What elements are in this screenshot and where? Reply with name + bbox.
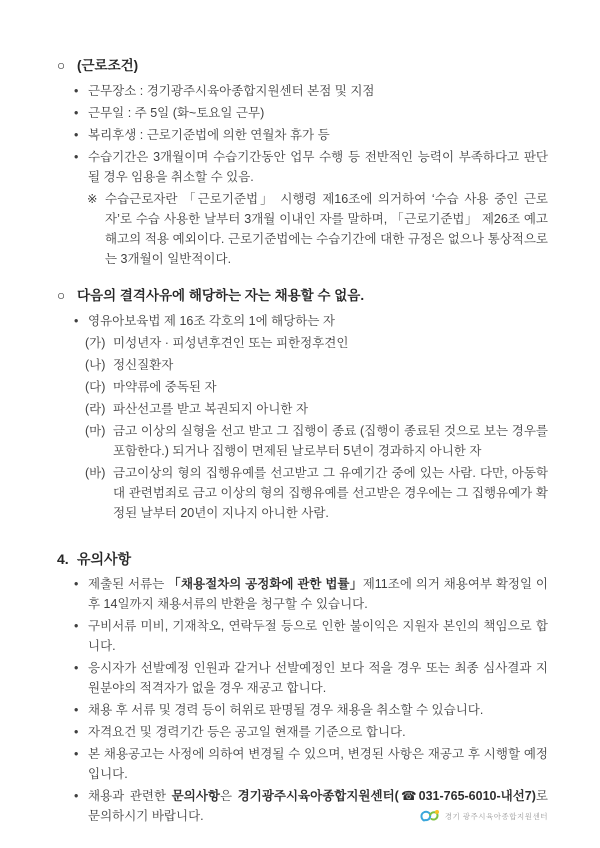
- list-item-text: 영유아보육법 제 16조 각호의 1에 해당하는 자: [88, 314, 335, 328]
- list-item-text: 복리후생 : 근로기준법에 의한 연월차 휴가 등: [88, 128, 330, 142]
- bullet-marker: (나): [85, 358, 106, 372]
- list-item-text: 마약류에 중독된 자: [113, 380, 217, 394]
- bullet-marker: •: [74, 661, 79, 675]
- list-item-text: 미성년자 · 피성년후견인 또는 피한정후견인: [113, 336, 349, 350]
- bullet-marker: (마): [85, 424, 106, 438]
- list-item-text: 정신질환자: [113, 358, 174, 372]
- section: [57, 549, 548, 826]
- list-item: [57, 658, 548, 698]
- list-item-text: 응시자가 선발예정 인원과 같거나 선발예정인 보다 적을 경우 또는 최종 심사결과 지원분야의 적격자가 없을 경우 재공고 합니다.: [88, 661, 548, 695]
- list-item-text: 근무일 : 주 5일 (화~토요일 근무): [88, 106, 265, 120]
- bullet-marker: •: [74, 789, 79, 803]
- section-title: 유의사항: [77, 551, 132, 567]
- list-item: [57, 700, 548, 720]
- section-marker: ○: [57, 288, 66, 303]
- section-heading: [57, 56, 548, 76]
- list-item: [57, 147, 548, 187]
- bullet-marker: •: [74, 314, 79, 328]
- center-logo-icon: [419, 809, 441, 824]
- bullet-marker: •: [74, 577, 79, 591]
- bullet-marker: ※: [87, 192, 98, 206]
- list-item-text: 금고이상의 형의 집행유예를 선고받고 그 유예기간 중에 있는 사람. 다만, 아동학대 관련범죄로 금고 이상의 형의 집행유예를 선고받은 경우에는 그 집행유예가 확정된 날부터 20년이 지나지 아니한 사람.: [113, 466, 548, 520]
- bullet-marker: •: [74, 128, 79, 142]
- list-item: [57, 463, 548, 523]
- list-item: [57, 722, 548, 742]
- list-item: [57, 81, 548, 101]
- document-body: [57, 56, 548, 826]
- list-item-text: 금고 이상의 실형을 선고 받고 그 집행이 종료 (집행이 종료된 것으로 보는 경우를 포함한다.) 되거나 집행이 면제된 날로부터 5년이 경과하지 아니한 자: [113, 424, 548, 458]
- list-item: [57, 189, 548, 269]
- section-items: [57, 81, 548, 269]
- list-item-text: 수습기간은 3개월이며 수습기간동안 업무 수행 등 전반적인 능력이 부족하다고 판단 될 경우 임용을 취소할 수 있음.: [88, 150, 548, 184]
- section-heading: [57, 549, 548, 569]
- section-title: (근로조건): [77, 58, 139, 73]
- list-item-text: 채용 후 서류 및 경력 등이 허위로 판명될 경우 채용을 취소할 수 있습니다.: [88, 703, 484, 717]
- list-item-text: 수습근로자란 「근로기준법」 시행령 제16조에 의거하여 ‘수습 사용 중인 근로자’로 수습 사용한 날부터 3개월 이내인 자를 말하며, 「근로기준법」 제26조 예고해고의 적용 예외이다. 근로기준법에는 수습기간에 대한 규정은 없으나 통상적으로는 3개월이 일반적이다.: [105, 192, 548, 266]
- list-item: [57, 355, 548, 375]
- section-title: 다음의 결격사유에 해당하는 자는 채용할 수 없음.: [77, 288, 365, 303]
- section-marker: ○: [57, 58, 66, 73]
- list-item: [57, 399, 548, 419]
- list-item: [57, 616, 548, 656]
- list-item: [57, 421, 548, 461]
- list-item: [57, 333, 548, 353]
- bullet-marker: (바): [85, 466, 106, 480]
- list-item-text: 근무장소 : 경기광주시육아종합지원센터 본점 및 지점: [88, 84, 375, 98]
- bullet-marker: •: [74, 619, 79, 633]
- list-item: [57, 744, 548, 784]
- bullet-marker: •: [74, 703, 79, 717]
- list-item: [57, 311, 548, 331]
- list-item-text: 자격요건 및 경력기간 등은 공고일 현재를 기준으로 합니다.: [88, 725, 406, 739]
- list-item: [57, 574, 548, 614]
- section: [57, 56, 548, 269]
- section-marker: 4.: [57, 551, 69, 567]
- section-items: [57, 311, 548, 523]
- bullet-marker: •: [74, 106, 79, 120]
- section-heading: [57, 286, 548, 306]
- bullet-marker: •: [74, 84, 79, 98]
- list-item-text: 구비서류 미비, 기재착오, 연락두절 등으로 인한 불이익은 지원자 본인의 책임으로 합니다.: [88, 619, 548, 653]
- bullet-marker: (가): [85, 336, 106, 350]
- bullet-marker: (다): [85, 380, 106, 394]
- bullet-marker: (라): [85, 402, 106, 416]
- footer: [419, 809, 548, 824]
- list-item-text: 본 채용공고는 사정에 의하여 변경될 수 있으며, 변경된 사항은 재공고 후 시행할 예정 입니다.: [88, 747, 548, 781]
- bullet-marker: •: [74, 725, 79, 739]
- list-item: [57, 125, 548, 145]
- list-item-text: 제출된 서류는 「채용절차의 공정화에 관한 법률」제11조에 의거 채용여부 확정일 이후 14일까지 채용서류의 반환을 청구할 수 있습니다.: [88, 577, 548, 611]
- list-item-text: 채용과 관련한 문의사항은 경기광주시육아종합지원센터(☎031-765-6010-내선7)로 문의하시기 바랍니다.: [88, 789, 548, 823]
- footer-logo-text: 경기 광주시육아종합지원센터: [444, 812, 548, 821]
- bullet-marker: •: [74, 150, 79, 164]
- section: [57, 286, 548, 523]
- section-items: [57, 574, 548, 826]
- list-item: [57, 103, 548, 123]
- list-item-text: 파산선고를 받고 복권되지 아니한 자: [113, 402, 309, 416]
- bullet-marker: •: [74, 747, 79, 761]
- list-item: [57, 377, 548, 397]
